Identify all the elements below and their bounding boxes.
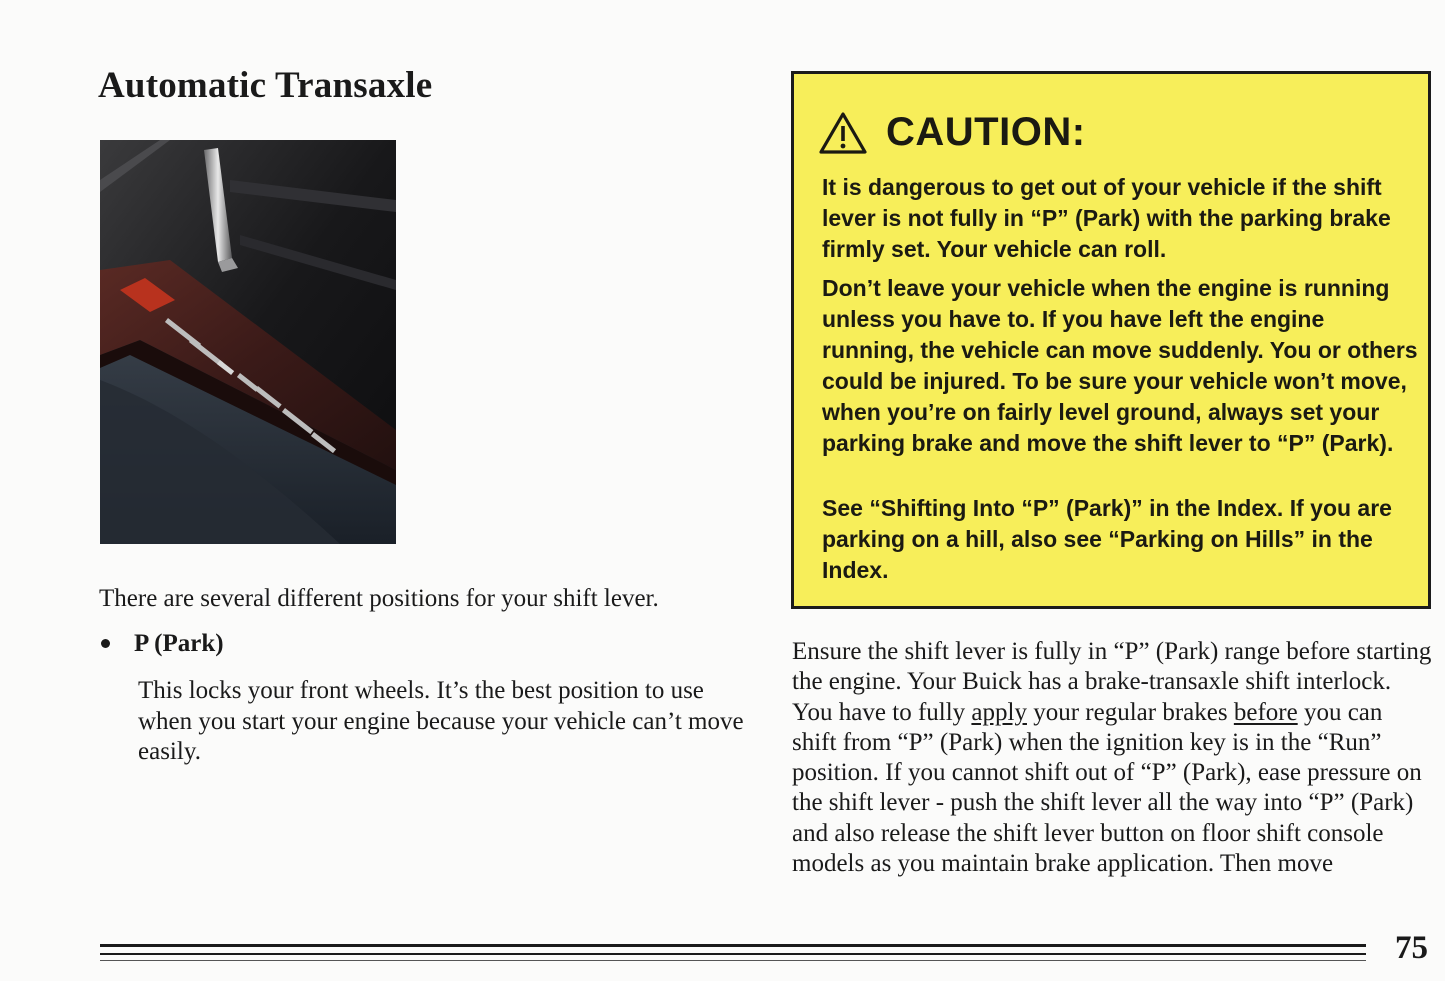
interlock-text-1: Ensure the shift lever is fully in “P” (Park) range before starting the engine. Your Buick has a brake-transaxle shift interlock. You have to fully (792, 638, 1432, 726)
page-number: 75 (1395, 930, 1428, 966)
underlined-before: before (1233, 698, 1298, 726)
warning-triangle-icon (818, 111, 868, 155)
footer-rule-thick (100, 944, 1366, 947)
caution-paragraph-2: Don’t leave your vehicle when the engine is running unless you have to. If you have left the engine running, the vehicle can move suddenly. You or others could be injured. To be sure your vehicle won’t move, when you’re on fairly level ground, always set your parking brake and move the shift lever to “P” (Park). (822, 275, 1418, 456)
interlock-text-2: your regular brakes (1026, 698, 1234, 726)
footer-rule-thin (100, 960, 1366, 961)
bullet-label: P (Park) (134, 630, 224, 657)
interlock-text-3: you can shift from “P” (Park) when the ignition key is in the “Run” position. If you cannot shift out of “P” (Park), ease pressure on the shift lever - push the shift lever all the way into “P” (Park) and also release the shift lever button on floor shift console models as you maintain brake application. Then move (792, 698, 1422, 878)
footer-rule-middle (100, 953, 1366, 955)
caution-title: CAUTION: (886, 110, 1086, 154)
underlined-apply: apply (971, 698, 1027, 726)
bullet-item-park (99, 630, 224, 658)
interlock-paragraph (792, 637, 1432, 879)
caution-paragraph-3: See “Shifting Into “P” (Park)” in the Index. If you are parking on a hill, also see “Parking on Hills” in the Index. (822, 495, 1392, 583)
intro-text: There are several different positions for your shift lever. (99, 585, 659, 612)
page-title: Automatic Transaxle (98, 65, 433, 106)
bullet-icon (101, 639, 110, 648)
caution-paragraph-1: It is dangerous to get out of your vehicle if the shift lever is not fully in “P” (Park) with the parking brake firmly set. Your vehicle can roll. (822, 174, 1391, 262)
bullet-description: This locks your front wheels. It’s the best position to use when you start your engine because your vehicle can’t move easily. (138, 677, 744, 765)
caution-header (818, 110, 1086, 155)
shift-console-photo (100, 140, 396, 544)
caution-box (791, 71, 1431, 609)
